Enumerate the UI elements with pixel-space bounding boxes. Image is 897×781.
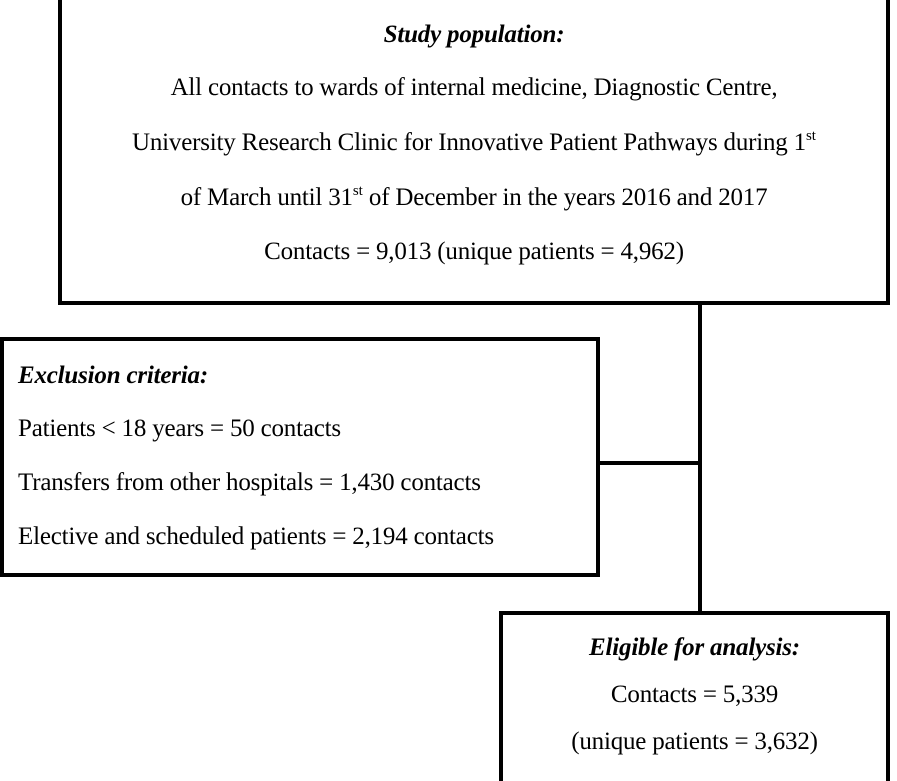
eligible-for-analysis-heading: Eligible for analysis: xyxy=(589,634,800,661)
study-population-line-3-text-b: of December in the years 2016 and 2017 xyxy=(362,184,768,211)
exclusion-criteria-line-2: Transfers from other hospitals = 1,430 contacts xyxy=(18,469,481,496)
study-population-box xyxy=(58,0,890,305)
study-population-line-2 xyxy=(72,129,876,155)
study-population-line-2-text: University Research Clinic for Innovative Patient Pathways during 1 xyxy=(132,129,806,156)
study-population-line-3 xyxy=(72,184,876,210)
study-population-line-3-ordinal: st xyxy=(352,183,363,199)
exclusion-criteria-box xyxy=(0,337,600,577)
eligible-contacts-count: Contacts = 5,339 xyxy=(610,681,779,708)
connector-vertical-main xyxy=(698,303,702,615)
study-population-line-3-text-a: of March until 31 xyxy=(180,184,353,211)
exclusion-criteria-heading: Exclusion criteria: xyxy=(18,362,208,389)
eligible-unique-patients-count: (unique patients = 3,632) xyxy=(571,728,818,755)
exclusion-criteria-line-1: Patients < 18 years = 50 contacts xyxy=(18,415,341,442)
study-population-contacts-count: Contacts = 9,013 (unique patients = 4,962) xyxy=(264,238,684,265)
exclusion-criteria-line-3: Elective and scheduled patients = 2,194 contacts xyxy=(18,523,494,550)
eligible-for-analysis-box xyxy=(499,611,890,781)
study-population-line-2-ordinal: st xyxy=(805,128,816,144)
connector-horizontal-exclusion-branch xyxy=(596,461,701,465)
study-population-line-1: All contacts to wards of internal medicine, Diagnostic Centre, xyxy=(170,74,778,101)
study-population-heading: Study population: xyxy=(383,21,565,48)
